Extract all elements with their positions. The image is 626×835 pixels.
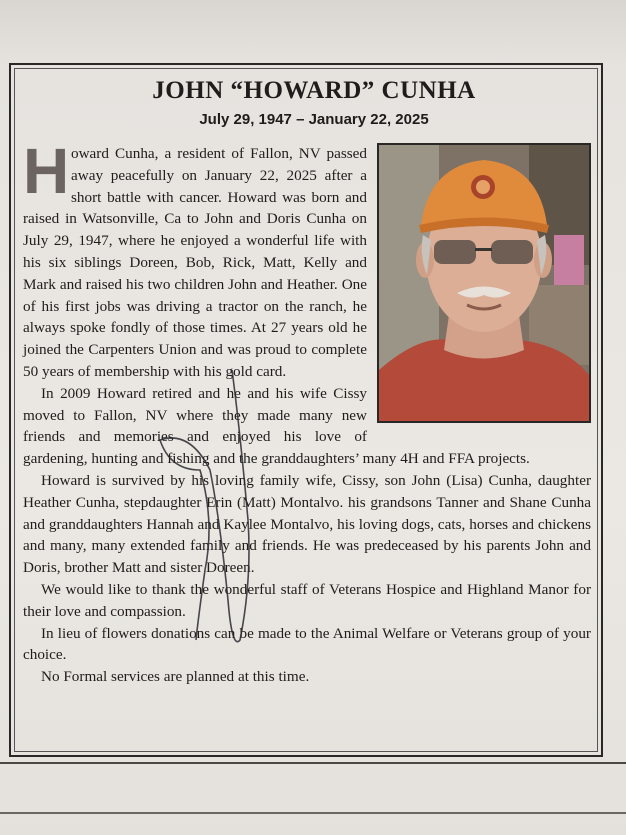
paragraph-3: Howard is survived by his loving family wife, Cissy, son John (Lisa) Cunha, daughter Heather Cunha, stepdaughter Erin (Matt) Montalvo. his grandsons Tanner and Shane Cunha and granddaughters Hannah and Kaylee Montalvo, his loving dogs, cats, horses and chickens and many, many extended family and friends. He was predeceased by his parents John and Doris, brother Matt and sister Doreen. <box>23 471 591 577</box>
paragraph-5: In lieu of flowers donations can be made to the Animal Welfare or Veterans group of your choice. <box>23 624 591 664</box>
bottom-rule-upper <box>0 762 626 764</box>
photo-wrapper <box>377 143 591 421</box>
bottom-rule-lower <box>0 812 626 814</box>
paragraph-4: We would like to thank the wonderful staff of Veterans Hospice and Highland Manor for their love and compassion. <box>23 580 591 620</box>
obituary-title: JOHN “HOWARD” CUNHA <box>152 77 476 104</box>
portrait-photo <box>377 143 591 423</box>
paragraph-1: oward Cunha, a resident of Fallon, NV passed away peacefully on January 22, 2025 after a short battle with cancer. Howard was born and raised in Watsonville, Ca to John and Doris Cunha on July 29, 1947, where he enjoyed a wonderful life with his six siblings Doreen, Bob, Rick, Matt, Kelly and Mark and raised his two children John and Heather. One of his first jobs was driving a tractor on the ranch, he always spoke fondly of those times. At 27 years old he joined the Carpenters Union and was proud to complete 50 years of membership with his gold card. <box>23 145 367 380</box>
obituary-dates: July 29, 1947 – January 22, 2025 <box>199 111 429 128</box>
obituary-frame <box>9 63 603 757</box>
paragraph-2: In 2009 Howard retired and he and his wife Cissy moved to Fallon, NV where they made many new friends and memories and enjoyed his love of gardening, hunting and fishing and the granddaughters’ many 4H and FFA projects. <box>23 384 530 468</box>
faded-background-text <box>420 10 620 50</box>
obituary-body <box>23 135 591 688</box>
paragraph-6: No Formal services are planned at this time. <box>41 668 310 686</box>
dropcap-letter: H <box>23 135 70 207</box>
portrait-illustration <box>379 145 589 421</box>
